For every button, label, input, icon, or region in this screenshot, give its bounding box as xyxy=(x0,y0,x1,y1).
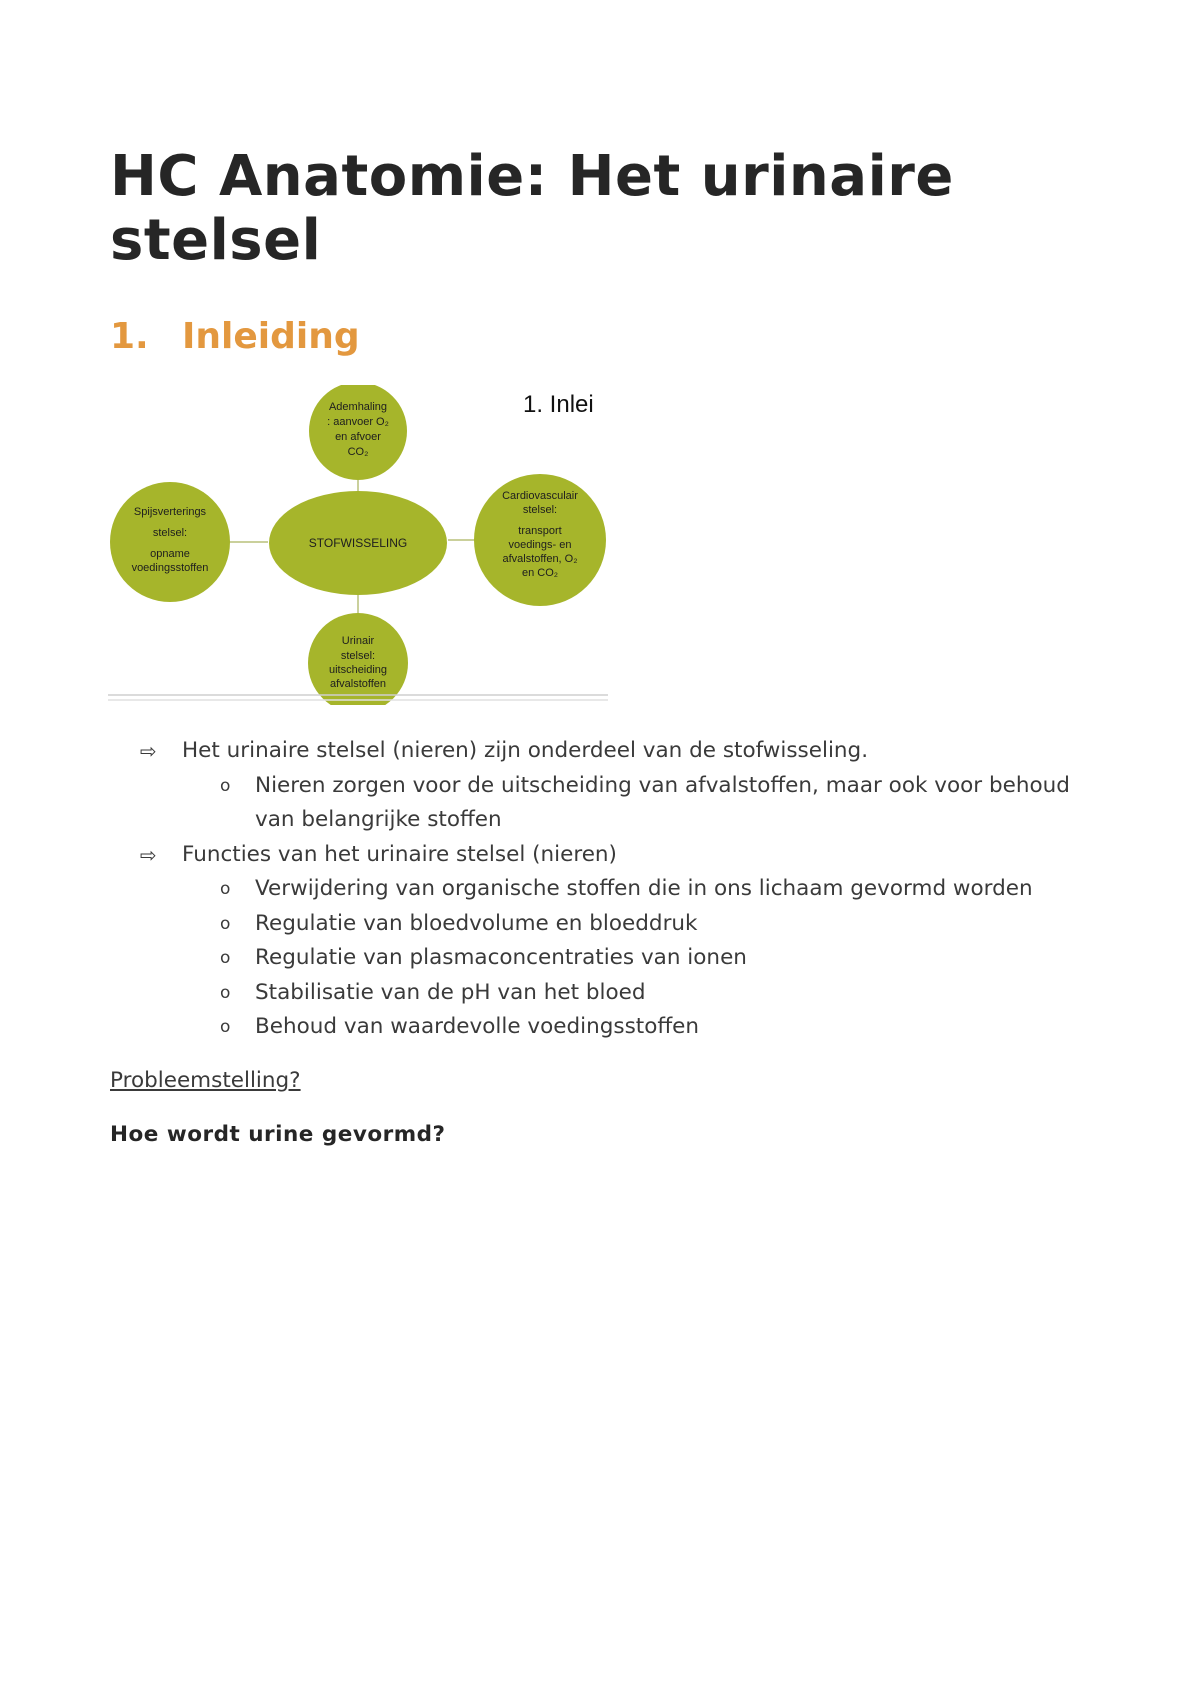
arrow-bullet-icon: ⇨ xyxy=(140,842,157,867)
bullet-list xyxy=(140,734,1100,1045)
right-line5: afvalstoffen, O₂ xyxy=(502,553,578,565)
left-line3: opname xyxy=(150,548,190,560)
section-heading xyxy=(110,313,360,361)
circle-bullet-icon: o xyxy=(220,879,231,899)
bullet-text: Het urinaire stelsel (nieren) zijn onderdeel van de stofwisseling. xyxy=(182,738,869,763)
section-number: 1. xyxy=(110,316,149,357)
sub-bullet-item xyxy=(140,941,1100,976)
sub-bullet-text: Verwijdering van organische stoffen die in ons lichaam gevormd worden xyxy=(255,876,1033,901)
top-line4: CO₂ xyxy=(347,446,369,458)
bottom-line2: stelsel: xyxy=(340,650,376,662)
circle-bullet-icon: o xyxy=(220,982,231,1003)
right-line6: en CO₂ xyxy=(521,567,559,579)
sub-bullet-item xyxy=(140,976,1100,1011)
overlay-label: 1. Inlei xyxy=(523,391,594,418)
section-label: Inleiding xyxy=(182,316,360,357)
sub-bullet-item xyxy=(140,1010,1100,1045)
sub-bullet-text: Nieren zorgen voor de uitscheiding van afvalstoffen, maar ook voor behoud van belangrijke stoffen xyxy=(255,772,1070,832)
right-line2: stelsel: xyxy=(522,504,558,516)
right-line4: voedings- en xyxy=(508,539,572,551)
left-line4: voedingsstoffen xyxy=(131,562,209,574)
top-line1: Ademhaling xyxy=(328,401,388,413)
research-question: Hoe wordt urine gevormd? xyxy=(110,1122,446,1147)
right-line1: Cardiovasculair xyxy=(502,490,578,502)
left-line1: Spijsverterings xyxy=(133,506,207,518)
sub-bullet-text: Regulatie van bloedvolume en bloeddruk xyxy=(255,910,698,936)
sub-bullet-item xyxy=(140,872,1100,907)
top-line2: : aanvoer O₂ xyxy=(327,416,389,428)
bullet-item xyxy=(140,838,1100,873)
sub-bullet-text: Regulatie van plasmaconcentraties van ionen xyxy=(255,945,747,970)
left-line2: stelsel: xyxy=(152,527,188,539)
stofwisseling-diagram xyxy=(108,385,608,705)
page-title: HC Anatomie: Het urinaire stelsel xyxy=(110,144,954,273)
top-line3: en afvoer xyxy=(335,431,381,443)
circle-bullet-icon: o xyxy=(220,1017,231,1037)
bottom-line3: uitscheiding xyxy=(328,664,388,676)
bullet-item xyxy=(140,734,1100,769)
bottom-line4: afvalstoffen xyxy=(329,678,387,690)
problem-statement: Probleemstelling? xyxy=(110,1068,301,1093)
circle-bullet-icon: o xyxy=(220,913,231,934)
sub-bullet-item xyxy=(140,769,1100,838)
bottom-line1: Urinair xyxy=(341,635,375,647)
sub-bullet-text: Behoud van waardevolle voedingsstoffen xyxy=(255,1014,700,1039)
sub-bullet-text: Stabilisatie van de pH van het bloed xyxy=(255,979,646,1005)
circle-bullet-icon: o xyxy=(220,775,231,796)
arrow-bullet-icon: ⇨ xyxy=(140,739,157,763)
bullet-text: Functies van het urinaire stelsel (nieren) xyxy=(182,841,617,867)
sub-bullet-item xyxy=(140,907,1100,942)
circle-bullet-icon: o xyxy=(220,948,231,968)
right-line3: transport xyxy=(518,525,562,537)
left-circle xyxy=(110,482,230,602)
center-label: STOFWISSELING xyxy=(308,536,408,550)
